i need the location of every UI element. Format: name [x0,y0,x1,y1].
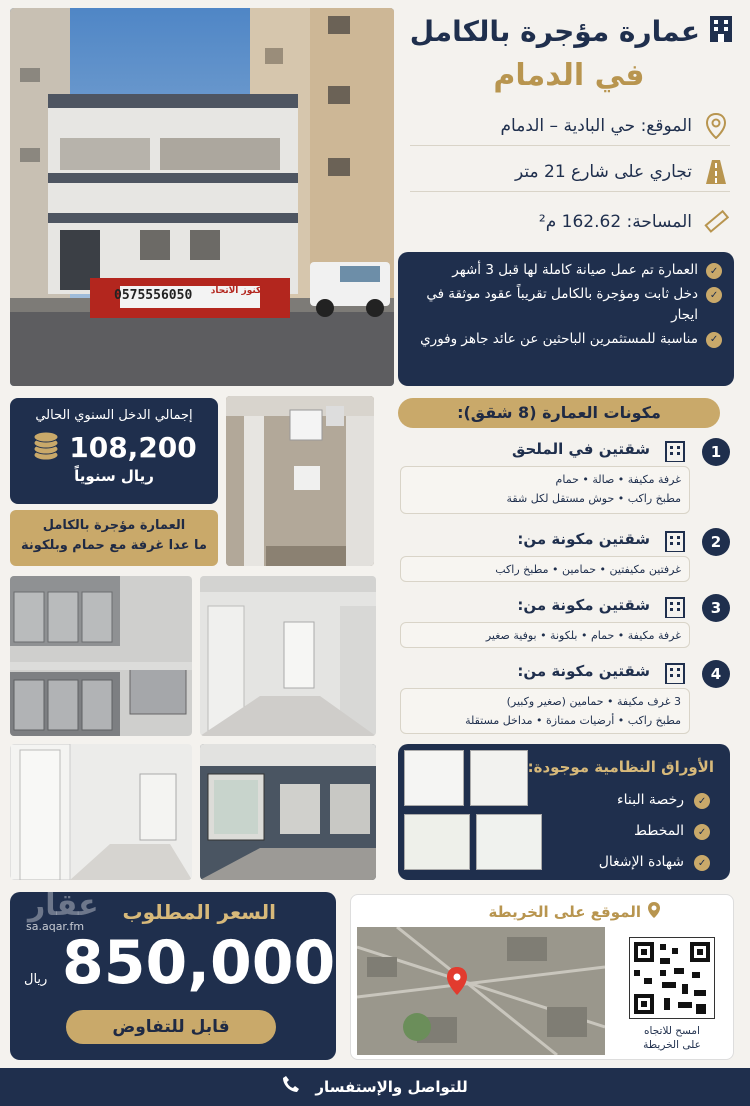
check-icon: ✓ [694,793,710,809]
check-icon: ✓ [694,855,710,871]
document-thumbnail [404,750,464,806]
component-title: شقتين في الملحق [511,440,650,458]
component-details: غرفتين مكيفتين • حمامين • مطبخ راكب [400,556,690,582]
check-icon: ✓ [706,287,722,303]
price-label: السعر المطلوب [122,900,276,924]
documents-title: الأوراق النظامية موجودة: [527,758,714,776]
sign-phone-number: 0575556050 [114,288,193,303]
contact-footer[interactable]: للتواصل والإستفسار [0,1068,750,1106]
building-icon [664,440,686,462]
income-value: 108,200 [69,430,197,464]
component-details: غرفة مكيفة • حمام • بلكونة • بوفية صغير [400,622,690,648]
document-thumbnail [404,814,470,870]
feature-item: ✓ دخل ثابت ومؤجرة بالكامل تقريباً عقود موثقة في ايجار [410,284,722,325]
watermark-logo: عقار [28,888,99,923]
rented-note: العمارة مؤجرة بالكامل ما عدا غرفة مع حمام وبلكونة [10,510,218,566]
doc-item: ✓ رخصة البناء [599,790,710,809]
negotiable-badge: قابل للتفاوض [66,1010,276,1044]
doc-item: ✓ المخطط [599,821,710,840]
building-icon [664,530,686,552]
building-icon [664,596,686,618]
corridor-photo [10,744,192,880]
area-row: المساحة: 162.62 م² [410,202,730,242]
component-details: 3 غرف مكيفة • حمامين (صغير وكبير) مطبخ راكب • أرضيات ممتازة • مداخل مستقلة [400,688,690,734]
building-icon [664,662,686,684]
component-item-4 [400,660,730,736]
component-title: شقتين مكونة من: [517,596,650,614]
document-thumbnail [470,750,528,806]
doc-item: ✓ شهادة الإشغال [599,852,710,871]
qr-caption: امسح للاتجاه على الخريطة [643,1025,701,1051]
component-item-3 [400,594,730,654]
page-subtitle: في الدمام [493,58,645,93]
road-icon [702,158,730,186]
documents-panel [398,744,730,880]
component-number: 4 [702,660,730,688]
coins-icon [31,429,61,465]
component-number: 2 [702,528,730,556]
price-currency: ريال [24,972,48,987]
income-label: إجمالي الدخل السنوي الحالي [35,408,193,423]
watermark-url: sa.aqar.fm [26,920,85,933]
page-title: عمارة مؤجرة بالكامل [404,14,734,49]
phone-icon [282,1069,300,1106]
map-panel [350,894,734,1060]
price-value: 850,000 [62,928,336,998]
location-pin-icon [647,901,661,923]
bathroom-photo [226,396,374,566]
hallway-photo [200,576,376,736]
feature-item: ✓ العمارة تم عمل صيانة كاملة لها قبل 3 أشهر [410,260,722,280]
component-item-2 [400,528,730,588]
component-details: غرفة مكيفة • صالة • حمام مطبخ راكب • حوش مستقل لكل شقة [400,466,690,514]
component-number: 3 [702,594,730,622]
component-title: شقتين مكونة من: [517,662,650,680]
document-thumbnail [476,814,542,870]
components-title: مكونات العمارة (8 شقق): [398,398,720,428]
component-item-1 [400,438,730,524]
location-row: الموقع: حي البادية – الدمام [410,106,730,146]
check-icon: ✓ [706,263,722,279]
map-title: الموقع على الخريطة [488,901,661,923]
building-icon [708,14,734,49]
location-pin-icon [702,112,730,140]
price-panel [10,888,336,1060]
feature-item: ✓ مناسبة للمستثمرين الباحثين عن عائد جاهز وفوري [410,329,722,349]
check-icon: ✓ [706,332,722,348]
qr-code[interactable] [629,937,715,1019]
building-photo [10,8,394,386]
sign-text: كنوز الاتحاد [210,286,262,296]
income-unit: ريال سنوياً [74,467,154,485]
street-row: تجاري على شارع 21 متر [410,152,730,192]
kitchen-photo [10,576,192,736]
features-panel [398,252,734,386]
check-icon: ✓ [694,824,710,840]
component-number: 1 [702,438,730,466]
ruler-icon [702,208,730,236]
income-panel [10,398,218,504]
walkway-photo [200,744,376,880]
map-image[interactable] [357,927,605,1055]
component-title: شقتين مكونة من: [517,530,650,548]
